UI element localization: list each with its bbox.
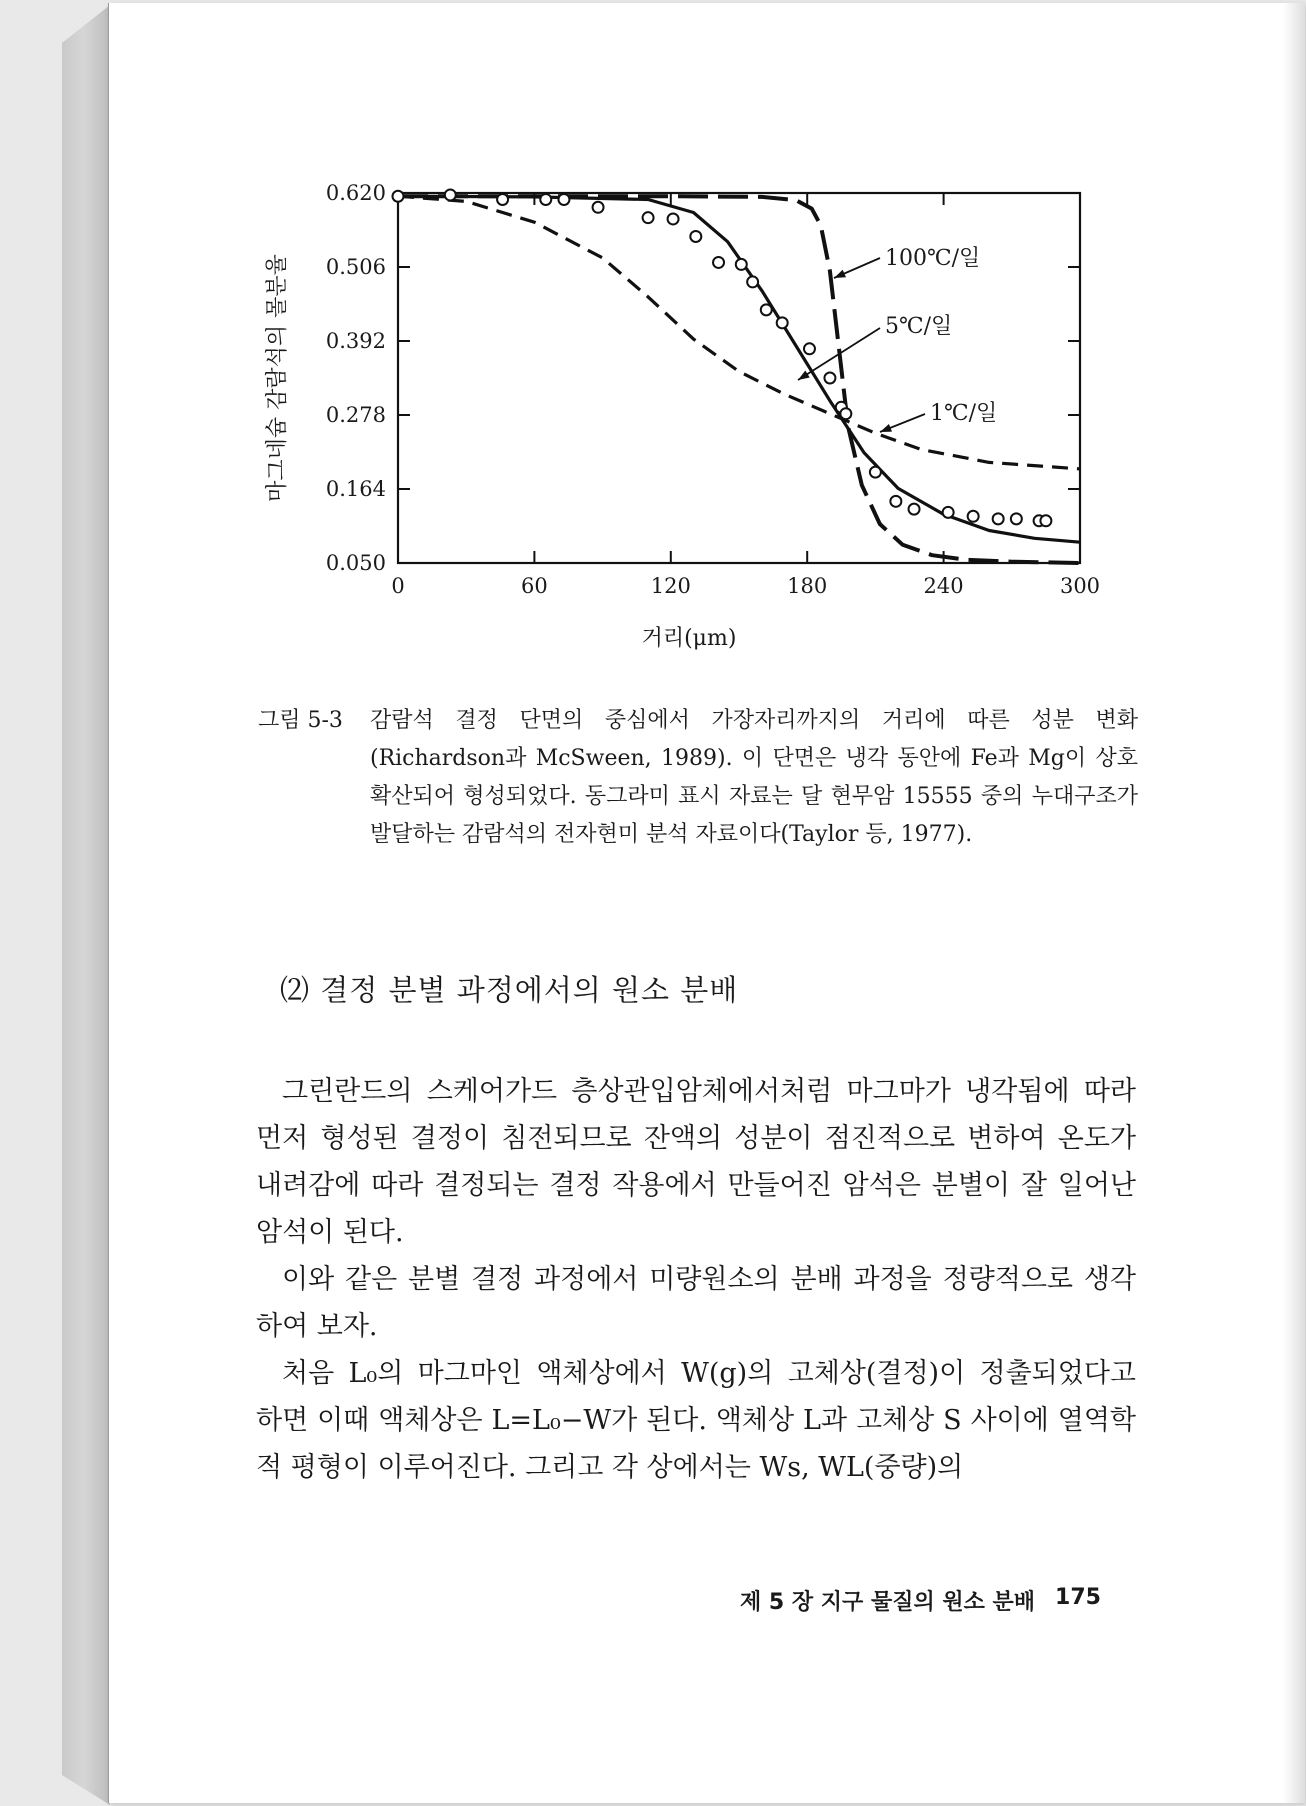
x-tick-label: 180 bbox=[787, 574, 828, 598]
arrow-head bbox=[798, 370, 810, 380]
y-tick-label: 0.050 bbox=[325, 551, 386, 575]
data-point-marker bbox=[761, 304, 772, 315]
page-edge-shadow bbox=[1283, 3, 1305, 1803]
data-point-marker bbox=[890, 496, 901, 507]
data-point-marker bbox=[968, 511, 979, 522]
data-point-marker bbox=[1040, 515, 1051, 526]
x-tick-label: 60 bbox=[521, 574, 548, 598]
paragraph: 그린란드의 스케어가드 층상관입암체에서처럼 마그마가 냉각됨에 따라 먼저 형성된 결정이 침전되므로 잔액의 성분이 점진적으로 변하여 온도가 내려감에 따라 결정되는 결정 작용에서 만들어진 암석은 분별이 잘 일어난 암석이 된다. bbox=[256, 1076, 1136, 1248]
data-point-marker bbox=[643, 212, 654, 223]
book-spine-edge bbox=[62, 5, 110, 1805]
data-point-marker bbox=[558, 194, 569, 205]
y-tick-label: 0.164 bbox=[325, 477, 386, 501]
diffusion-profile-chart bbox=[260, 180, 1120, 670]
data-point-marker bbox=[736, 259, 747, 270]
x-tick-label: 240 bbox=[923, 574, 964, 598]
data-point-marker bbox=[909, 504, 920, 515]
figure-caption-text: 감람석 결정 단면의 중심에서 가장자리까지의 거리에 따른 성분 변화 (Richardson과 McSween, 1989). 이 단면은 냉각 동안에 Fe과 Mg이 상호 확산되어 형성되었다. 동그라미 표시 자료는 달 현무암 15555 중의 누대구조가 발달하는 감람석의 전자현미 분석 자료이다(Taylor 등, 1977). bbox=[370, 708, 1138, 847]
x-tick-label: 120 bbox=[650, 574, 691, 598]
y-tick-label: 0.392 bbox=[325, 329, 386, 353]
series-annotation: 1℃/일 bbox=[930, 401, 998, 426]
paragraph: 이와 같은 분별 결정 과정에서 미량원소의 분배 과정을 정량적으로 생각하여 보자. bbox=[256, 1264, 1136, 1342]
section-heading: ⑵ 결정 분별 과정에서의 원소 분배 bbox=[280, 973, 739, 1007]
chapter-title: 제 5 장 지구 물질의 원소 분배 bbox=[740, 1590, 1036, 1615]
data-point-marker bbox=[713, 257, 724, 268]
series-annotation: 5℃/일 bbox=[885, 314, 953, 339]
data-point-marker bbox=[804, 343, 815, 354]
data-point-marker bbox=[747, 276, 758, 287]
data-point-marker bbox=[445, 189, 456, 200]
data-point-marker bbox=[993, 513, 1004, 524]
series-annotation: 100℃/일 bbox=[885, 246, 981, 271]
y-tick-label: 0.620 bbox=[325, 181, 386, 205]
arrow-head bbox=[834, 270, 846, 278]
data-point-marker bbox=[777, 317, 788, 328]
x-tick-label: 300 bbox=[1059, 574, 1101, 598]
x-axis-label: 거리(μm) bbox=[641, 626, 737, 651]
page-number: 175 bbox=[1055, 1585, 1101, 1610]
y-tick-label: 0.506 bbox=[325, 255, 386, 279]
paragraph: 처음 L₀의 마그마인 액체상에서 W(g)의 고체상(결정)이 정출되었다고 하면 이때 액체상은 L=L₀−W가 된다. 액체상 L과 고체상 S 사이에 열역학적 평형이 이루어진다. 그리고 각 상에서는 Ws, WL(중량)의 bbox=[256, 1358, 1136, 1483]
figure-number: 그림 5-3 bbox=[258, 708, 343, 733]
y-tick-label: 0.278 bbox=[325, 403, 386, 427]
data-point-marker bbox=[540, 194, 551, 205]
data-point-marker bbox=[1011, 513, 1022, 524]
series-line bbox=[398, 196, 1080, 469]
data-point-marker bbox=[870, 467, 881, 478]
data-point-marker bbox=[593, 202, 604, 213]
arrow-head bbox=[880, 424, 892, 432]
data-point-marker bbox=[690, 231, 701, 242]
page-footer bbox=[740, 1585, 1101, 1616]
data-point-marker bbox=[840, 408, 851, 419]
x-tick-label: 0 bbox=[391, 574, 405, 598]
body-text bbox=[256, 1068, 1136, 1491]
data-point-marker bbox=[824, 373, 835, 384]
data-point-marker bbox=[668, 213, 679, 224]
figure-caption bbox=[258, 702, 1138, 854]
y-axis-label: 마그네슘 감람석의 몰분율 bbox=[265, 254, 290, 502]
data-point-marker bbox=[497, 194, 508, 205]
data-point-marker bbox=[393, 191, 404, 202]
data-point-marker bbox=[943, 507, 954, 518]
